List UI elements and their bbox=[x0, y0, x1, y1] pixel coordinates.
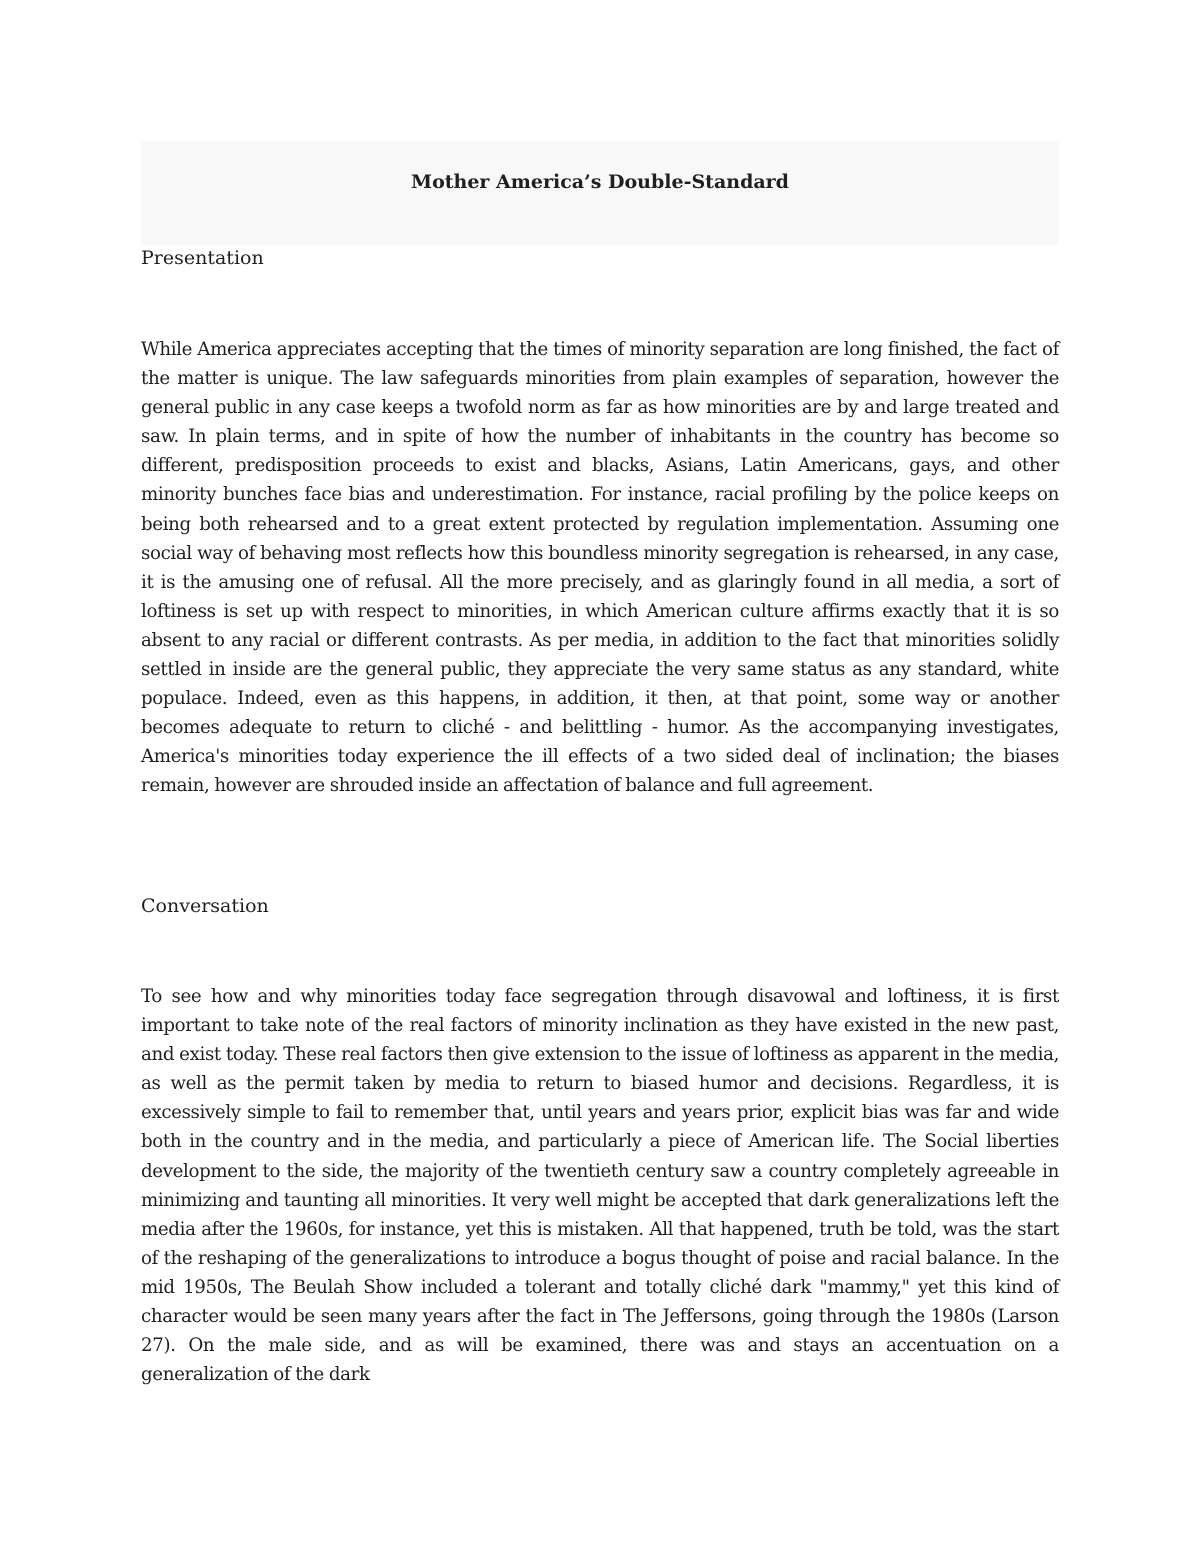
paragraph-presentation: While America appreciates accepting that the times of minority separation are long finished, the fact of the matter is unique. The law safeguards minorities from plain examples of separation, however the general public in any case keeps a twofold norm as far as how minorities are by and large treated and saw. In plain terms, and in spite of how the number of inhabitants in the country has become so different, predisposition proceeds to exist and blacks, Asians, Latin Americans, gays, and other minority bunches face bias and underestimation. For instance, racial profiling by the police keeps on being both rehearsed and to a great extent protected by regulation implementation. Assuming one social way of behaving most reflects how this boundless minority segregation is rehearsed, in any case, it is the amusing one of refusal. All the more precisely, and as glaringly found in all media, a sort of loftiness is set up with respect to minorities, in which American culture affirms exactly that it is so absent to any racial or different contrasts. As per media, in addition to the fact that minorities solidly settled in inside are the general public, they appreciate the very same status as any standard, white populace. Indeed, even as this happens, in addition, it then, at that point, some way or another becomes adequate to return to cliché - and belittling - humor. As the accompanying investigates, America's minorities today experience the ill effects of a two sided deal of inclination; the biases remain, however are shrouded inside an affectation of balance and full agreement. bbox=[141, 339, 1059, 797]
section-heading-conversation: Conversation bbox=[141, 895, 269, 917]
section-heading-presentation: Presentation bbox=[141, 247, 264, 269]
document-title: Mother America’s Double-Standard bbox=[411, 171, 789, 193]
paragraph-conversation: To see how and why minorities today face segregation through disavowal and loftiness, it is first important to take note of the real factors of minority inclination as they have existed in the new past, and exist today. These real factors then give extension to the issue of loftiness as apparent in the media, as well as the permit taken by media to return to biased humor and decisions. Regardless, it is excessively simple to fail to remember that, until years and years prior, explicit bias was far and wide both in the country and in the media, and particularly a piece of American life. The Social liberties development to the side, the majority of the twentieth century saw a country completely agreeable in minimizing and taunting all minorities. It very well might be accepted that dark generalizations left the media after the 1960s, for instance, yet this is mistaken. All that happened, truth be told, was the start of the reshaping of the generalizations to introduce a bogus thought of poise and racial balance. In the mid 1950s, The Beulah Show included a tolerant and totally cliché dark "mammy," yet this kind of character would be seen many years after the fact in The Jeffersons, going through the 1980s (Larson 27). On the male side, and as will be examined, there was and stays an accentuation on a generalization of the dark bbox=[141, 986, 1059, 1386]
